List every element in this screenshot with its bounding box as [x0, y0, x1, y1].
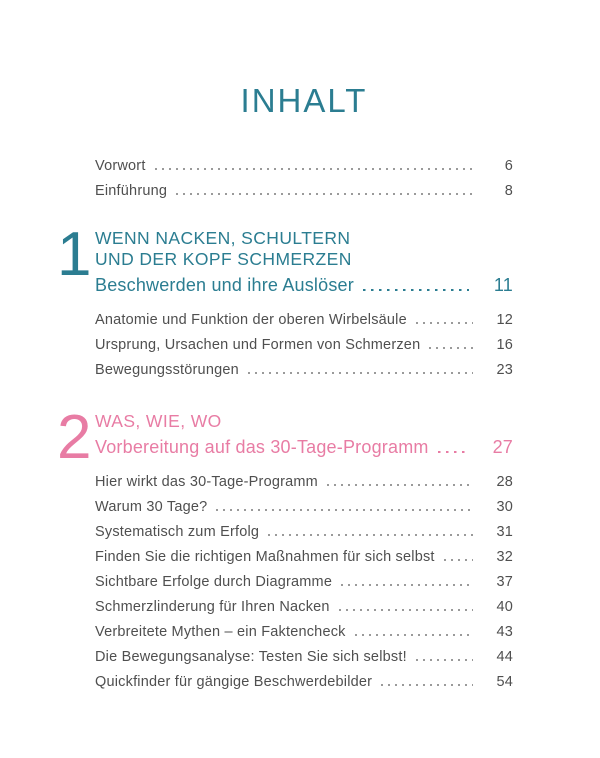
entry-label: Einführung [95, 183, 168, 199]
dot-leader [438, 451, 469, 454]
toc-row [95, 470, 513, 495]
page-number: 11 [493, 275, 513, 295]
toc-row-vorwort [95, 154, 513, 179]
chapter-2-number: 2 [57, 403, 92, 472]
page-number: 43 [496, 624, 513, 640]
dot-leader [416, 322, 473, 324]
entry-label: Finden Sie die richtigen Maßnahmen für sich selbst [95, 549, 435, 565]
toc-row [95, 570, 513, 595]
entry-label: Warum 30 Tage? [95, 499, 208, 515]
entry-label: Systematisch zum Erfolg [95, 524, 260, 540]
toc-row [95, 645, 513, 670]
toc-row [95, 520, 513, 545]
toc-row [95, 308, 513, 333]
entry-label: Hier wirkt das 30-Tage-Programm [95, 474, 318, 490]
chapter-subtitle: Beschwerden und ihre Auslöser [95, 275, 354, 295]
front-matter-list [95, 154, 513, 204]
page-number: 40 [496, 599, 513, 615]
chapter-1-number: 1 [57, 220, 92, 289]
page-number: 44 [496, 649, 513, 665]
page-number: 16 [496, 337, 513, 353]
toc-row [95, 358, 513, 383]
page-number: 54 [496, 674, 513, 690]
chapter-1-heading-line-1: WENN NACKEN, SCHULTERN [95, 228, 351, 248]
entry-label: Die Bewegungsanalyse: Testen Sie sich selbst! [95, 649, 407, 665]
page-number: 12 [496, 312, 513, 328]
entry-label: Ursprung, Ursachen und Formen von Schmerzen [95, 337, 421, 353]
entry-label: Bewegungsstörungen [95, 362, 239, 378]
dot-leader [216, 509, 473, 511]
dot-leader [363, 289, 469, 292]
dot-leader [176, 193, 473, 195]
dot-leader [248, 372, 473, 374]
chapter-2-subtitle-row [95, 434, 513, 461]
page-number: 30 [496, 499, 513, 515]
entry-label: Verbreitete Mythen – ein Faktencheck [95, 624, 346, 640]
dot-leader [341, 584, 473, 586]
page-number: 8 [504, 183, 513, 199]
page-number: 37 [496, 574, 513, 590]
toc-row [95, 670, 513, 695]
toc-row [95, 333, 513, 358]
page-number: 28 [496, 474, 513, 490]
toc-content [57, 82, 513, 695]
page-number: 23 [496, 362, 513, 378]
chapter-2-section [57, 403, 513, 695]
dot-leader [339, 609, 473, 611]
chapter-1-subtitle-row [95, 272, 513, 299]
chapter-1-heading-line-2: UND DER KOPF SCHMERZEN [95, 249, 352, 269]
page-title: INHALT [240, 82, 368, 119]
chapter-2-entries [95, 470, 513, 695]
toc-row [95, 495, 513, 520]
page-number: 31 [496, 524, 513, 540]
dot-leader [327, 484, 473, 486]
dot-leader [429, 347, 473, 349]
page-number: 6 [504, 158, 513, 174]
entry-label: Vorwort [95, 158, 146, 174]
toc-row-einfuehrung [95, 179, 513, 204]
toc-row [95, 595, 513, 620]
dot-leader [355, 634, 473, 636]
dot-leader [155, 168, 473, 170]
entry-label: Quickfinder für gängige Beschwerdebilder [95, 674, 373, 690]
entry-label: Schmerzlinderung für Ihren Nacken [95, 599, 330, 615]
dot-leader [268, 534, 473, 536]
chapter-2-heading-line-1: WAS, WIE, WO [95, 411, 222, 431]
dot-leader [444, 559, 473, 561]
page-number: 27 [492, 437, 513, 457]
toc-row [95, 620, 513, 645]
chapter-1-section [57, 220, 513, 383]
chapter-subtitle: Vorbereitung auf das 30-Tage-Programm [95, 437, 429, 457]
entry-label: Anatomie und Funktion der oberen Wirbelsäule [95, 312, 407, 328]
toc-row [95, 545, 513, 570]
entry-label: Sichtbare Erfolge durch Diagramme [95, 574, 333, 590]
dot-leader [416, 659, 473, 661]
chapter-1-entries [95, 308, 513, 383]
page-number: 32 [496, 549, 513, 565]
dot-leader [381, 684, 473, 686]
